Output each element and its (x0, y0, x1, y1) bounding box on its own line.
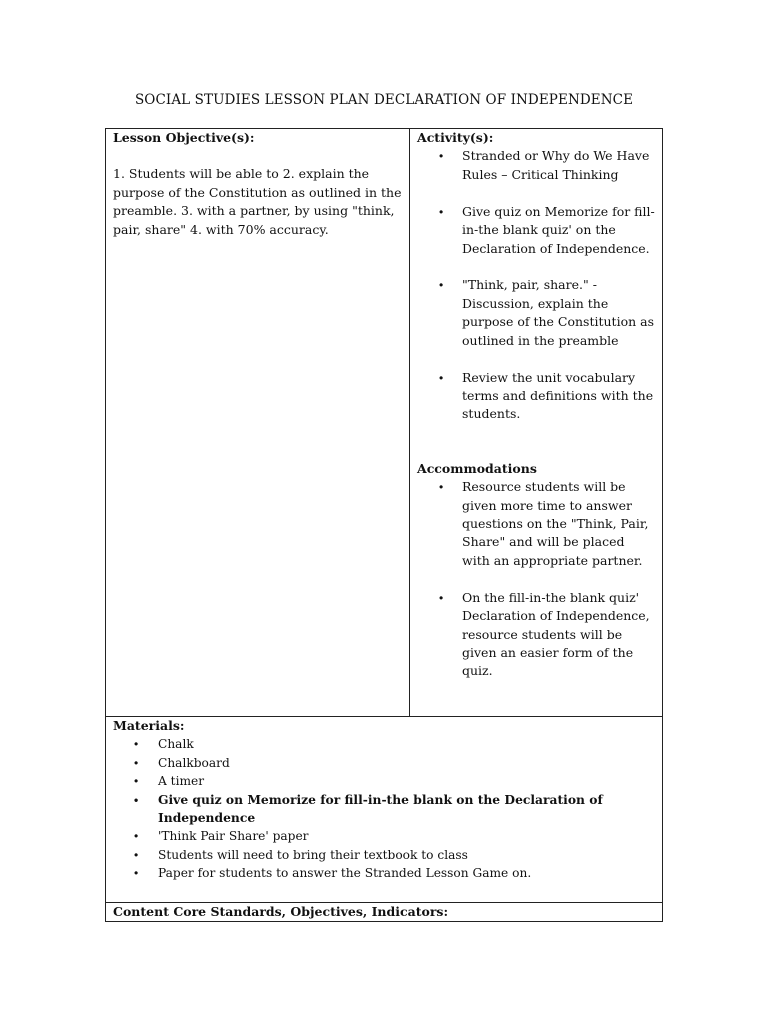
activity-item: • Review the unit vocabulary terms and definitions with the students. (417, 369, 656, 424)
document-title: SOCIAL STUDIES LESSON PLAN DECLARATION OF INDEPENDENCE (134, 92, 634, 108)
objectives-cell (106, 129, 410, 717)
objectives-activities-row (106, 129, 663, 717)
material-item: • Give quiz on Memorize for fill-in-the blank on the Declaration of Independence (113, 791, 656, 828)
activity-item: • Give quiz on Memorize for fill-in-the blank quiz' on the Declaration of Independence. (417, 203, 656, 258)
accommodations-list (417, 478, 656, 681)
standards-cell (106, 903, 663, 922)
activity-item: • Stranded or Why do We Have Rules – Critical Thinking (417, 147, 656, 184)
objectives-text: 1. Students will be able to 2. explain the purpose of the Constitution as outlined in the preamble. 3. with a partner, by using "think, pair, share" 4. with 70% accuracy. (113, 166, 402, 237)
material-item: • 'Think Pair Share' paper (113, 827, 656, 845)
material-item: • Chalkboard (113, 754, 656, 772)
materials-cell (106, 717, 663, 903)
accommodation-item: • On the fill-in-the blank quiz' Declaration of Independence, resource students will be given an easier form of the quiz. (417, 589, 656, 681)
objectives-heading: Lesson Objective(s): (113, 130, 255, 145)
activity-item: • "Think, pair, share." - Discussion, explain the purpose of the Constitution as outlined in the preamble (417, 276, 656, 350)
materials-list (113, 735, 656, 882)
material-item: • Chalk (113, 735, 656, 753)
accommodations-heading: Accommodations (417, 460, 537, 476)
materials-heading: Materials: (113, 718, 185, 733)
activities-heading: Activity(s): (417, 130, 494, 145)
materials-row (106, 717, 663, 903)
activities-list (417, 147, 656, 423)
accommodation-item: • Resource students will be given more time to answer questions on the "Think, Pair, Share" and will be placed with an appropriate partner. (417, 478, 656, 570)
activities-cell (410, 129, 663, 717)
material-item: • Paper for students to answer the Stranded Lesson Game on. (113, 864, 656, 882)
standards-row (106, 903, 663, 922)
standards-heading: Content Core Standards, Objectives, Indicators: (113, 904, 449, 919)
material-item: • A timer (113, 772, 656, 790)
material-item: • Students will need to bring their textbook to class (113, 846, 656, 864)
lesson-plan-table (105, 128, 663, 922)
